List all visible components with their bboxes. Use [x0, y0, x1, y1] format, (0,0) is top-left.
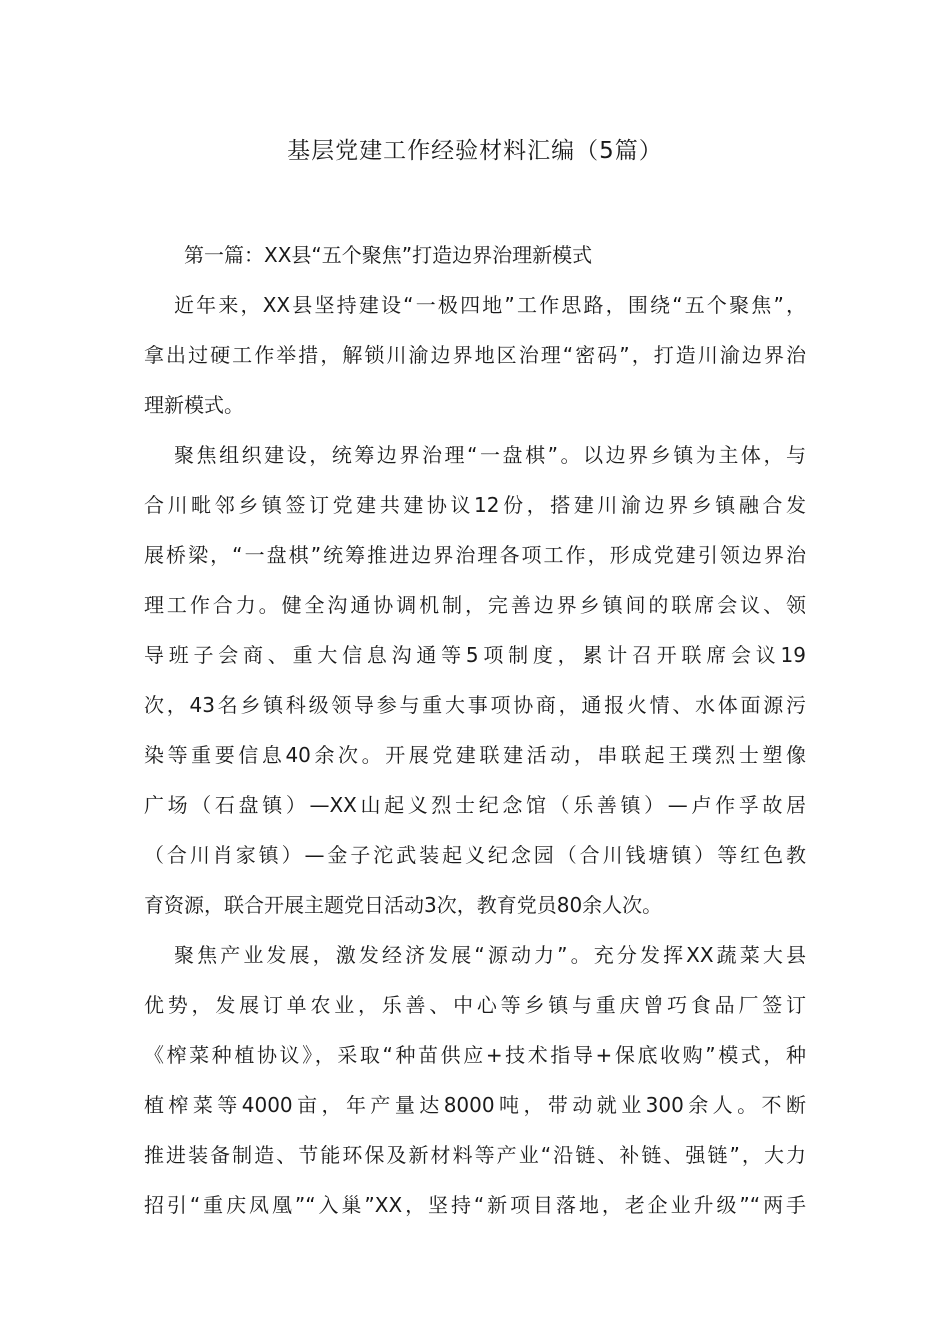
- text-line: 招引“重庆凤凰”“入巢”XX，坚持“新项目落地，老企业升级”“两手: [144, 1193, 806, 1217]
- text-line: 次，43名乡镇科级领导参与重大事项协商，通报火情、水体面源污: [144, 693, 806, 717]
- paragraph-intro: [144, 280, 806, 430]
- text-line: 理工作合力。健全沟通协调机制，完善边界乡镇间的联席会议、领: [144, 593, 806, 617]
- text-line: 优势，发展订单农业，乐善、中心等乡镇与重庆曾巧食品厂签订: [144, 993, 806, 1017]
- text-line: 育资源，联合开展主题党日活动3次，教育党员80余人次。: [144, 893, 663, 917]
- text-line: 拿出过硬工作举措，解锁川渝边界地区治理“密码”，打造川渝边界治: [144, 343, 806, 367]
- text-line: 导班子会商、重大信息沟通等5项制度，累计召开联席会议19: [144, 643, 806, 667]
- page-title: 基层党建工作经验材料汇编（5篇）: [287, 138, 663, 164]
- text-line: 推进装备制造、节能环保及新材料等产业“沿链、补链、强链”，大力: [144, 1143, 806, 1167]
- text-line: （合川肖家镇）—金子沱武装起义纪念园（合川钱塘镇）等红色教: [144, 843, 806, 867]
- text-line: 近年来，XX县坚持建设“一极四地”工作思路，围绕“五个聚焦”，: [174, 293, 806, 317]
- paragraph-organization: [144, 430, 806, 930]
- text-line: 植榨菜等4000亩，年产量达8000吨，带动就业300余人。不断: [144, 1093, 806, 1117]
- paragraph-industry: [144, 930, 806, 1230]
- text-line: 聚焦组织建设，统筹边界治理“一盘棋”。以边界乡镇为主体，与: [174, 443, 806, 467]
- text-line: 《榨菜种植协议》，采取“种苗供应+技术指导+保底收购”模式，种: [144, 1043, 806, 1067]
- section-heading: 第一篇：XX县“五个聚焦”打造边界治理新模式: [184, 243, 593, 267]
- text-line: 聚焦产业发展，激发经济发展“源动力”。充分发挥XX蔬菜大县: [174, 943, 806, 967]
- text-line: 广场（石盘镇）—XX山起义烈士纪念馆（乐善镇）—卢作孚故居: [144, 793, 806, 817]
- text-line: 染等重要信息40余次。开展党建联建活动，串联起王璞烈士塑像: [144, 743, 806, 767]
- document-body: [144, 230, 806, 1230]
- text-line: 合川毗邻乡镇签订党建共建协议12份，搭建川渝边界乡镇融合发: [144, 493, 806, 517]
- text-line: 理新模式。: [144, 393, 244, 417]
- text-line: 展桥梁，“一盘棋”统筹推进边界治理各项工作，形成党建引领边界治: [144, 543, 806, 567]
